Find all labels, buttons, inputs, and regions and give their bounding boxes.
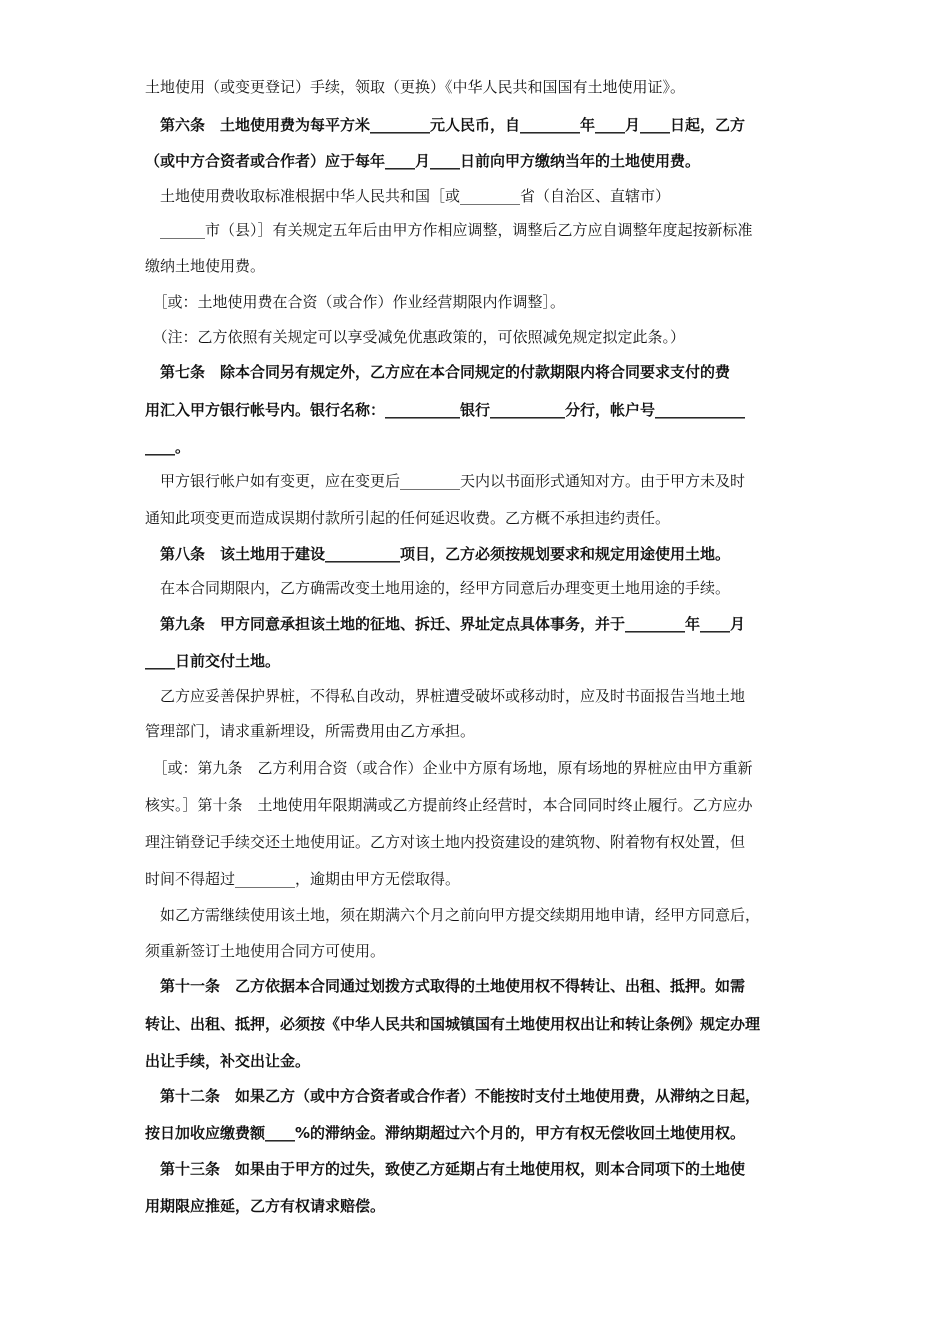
text-line: 土地使用费收取标准根据中华人民共和国［或________省（自治区、直辖市） — [145, 187, 671, 205]
text-line: 如乙方需继续使用该土地，须在期满六个月之前向甲方提交续期用地申请，经甲方同意后， — [145, 906, 761, 924]
text-line: 出让手续，补交出让金。 — [145, 1052, 311, 1070]
text-line: ［或：第九条 乙方利用合资（或合作）企业中方原有场地，原有场地的界桩应由甲方重新 — [145, 759, 753, 777]
text-line: 通知此项变更而造成误期付款所引起的任何延迟收费。乙方概不承担违约责任。 — [145, 509, 671, 527]
text-line: 时间不得超过________，逾期由甲方无偿取得。 — [145, 870, 461, 888]
text-line: 在本合同期限内，乙方确需改变土地用途的，经甲方同意后办理变更土地用途的手续。 — [145, 579, 731, 597]
article-11-heading: 第十一条 乙方依据本合同通过划拨方式取得的土地使用权不得转让、出租、抵押。如需 — [145, 977, 746, 995]
article-7-heading: 第七条 除本合同另有规定外，乙方应在本合同规定的付款期限内将合同要求支付的费 — [145, 363, 731, 381]
text-line: 管理部门，请求重新埋设，所需费用由乙方承担。 — [145, 722, 476, 740]
text-line: 缴纳土地使用费。 — [145, 257, 266, 275]
text-line: 理注销登记手续交还土地使用证。乙方对该土地内投资建设的建筑物、附着物有权处置，但 — [145, 833, 746, 851]
text-line: 用汇入甲方银行帐号内。银行名称：__________银行__________分行，帐户号____________ — [145, 401, 746, 419]
text-line: 转让、出租、抵押，必须按《中华人民共和国城镇国有土地使用权出让和转让条例》规定办理 — [145, 1015, 761, 1033]
article-6-heading: 第六条 土地使用费为每平方米________元人民币，自________年____月____日起，乙方 — [145, 116, 746, 134]
text-line: ____日前交付土地。 — [145, 652, 281, 670]
text-line: （或中方合资者或合作者）应于每年____月____日前向甲方缴纳当年的土地使用费。 — [145, 152, 701, 170]
text-line: 土地使用（或变更登记）手续，领取（更换）《中华人民共和国国有土地使用证》。 — [145, 78, 686, 96]
text-line: ______市（县）］有关规定五年后由甲方作相应调整，调整后乙方应自调整年度起按新标准 — [145, 221, 753, 239]
text-line: ____。 — [145, 438, 191, 456]
article-9-heading: 第九条 甲方同意承担该土地的征地、拆迁、界址定点具体事务，并于________年____月 — [145, 615, 746, 633]
article-12-heading: 第十二条 如果乙方（或中方合资者或合作者）不能按时支付土地使用费，从滞纳之日起， — [145, 1087, 761, 1105]
text-line: 乙方应妥善保护界桩，不得私自改动，界桩遭受破坏或移动时，应及时书面报告当地土地 — [145, 687, 746, 705]
text-line: 甲方银行帐户如有变更，应在变更后________天内以书面形式通知对方。由于甲方未及时 — [145, 472, 746, 490]
article-8-heading: 第八条 该土地用于建设__________项目，乙方必须按规划要求和规定用途使用土地。 — [145, 545, 731, 563]
text-line: ［或：土地使用费在合资（或合作）作业经营期限内作调整］。 — [145, 293, 566, 311]
text-line: 核实。］第十条 土地使用年限期满或乙方提前终止经营时，本合同同时终止履行。乙方应办 — [145, 796, 753, 814]
text-line: 用期限应推延，乙方有权请求赔偿。 — [145, 1197, 386, 1215]
text-line: 按日加收应缴费额____%的滞纳金。滞纳期超过六个月的，甲方有权无偿收回土地使用权。 — [145, 1124, 746, 1142]
article-13-heading: 第十三条 如果由于甲方的过失，致使乙方延期占有土地使用权，则本合同项下的土地使 — [145, 1160, 746, 1178]
text-line: 须重新签订土地使用合同方可使用。 — [145, 942, 386, 960]
text-line: （注：乙方依照有关规定可以享受减免优惠政策的，可依照减免规定拟定此条。） — [145, 328, 686, 346]
